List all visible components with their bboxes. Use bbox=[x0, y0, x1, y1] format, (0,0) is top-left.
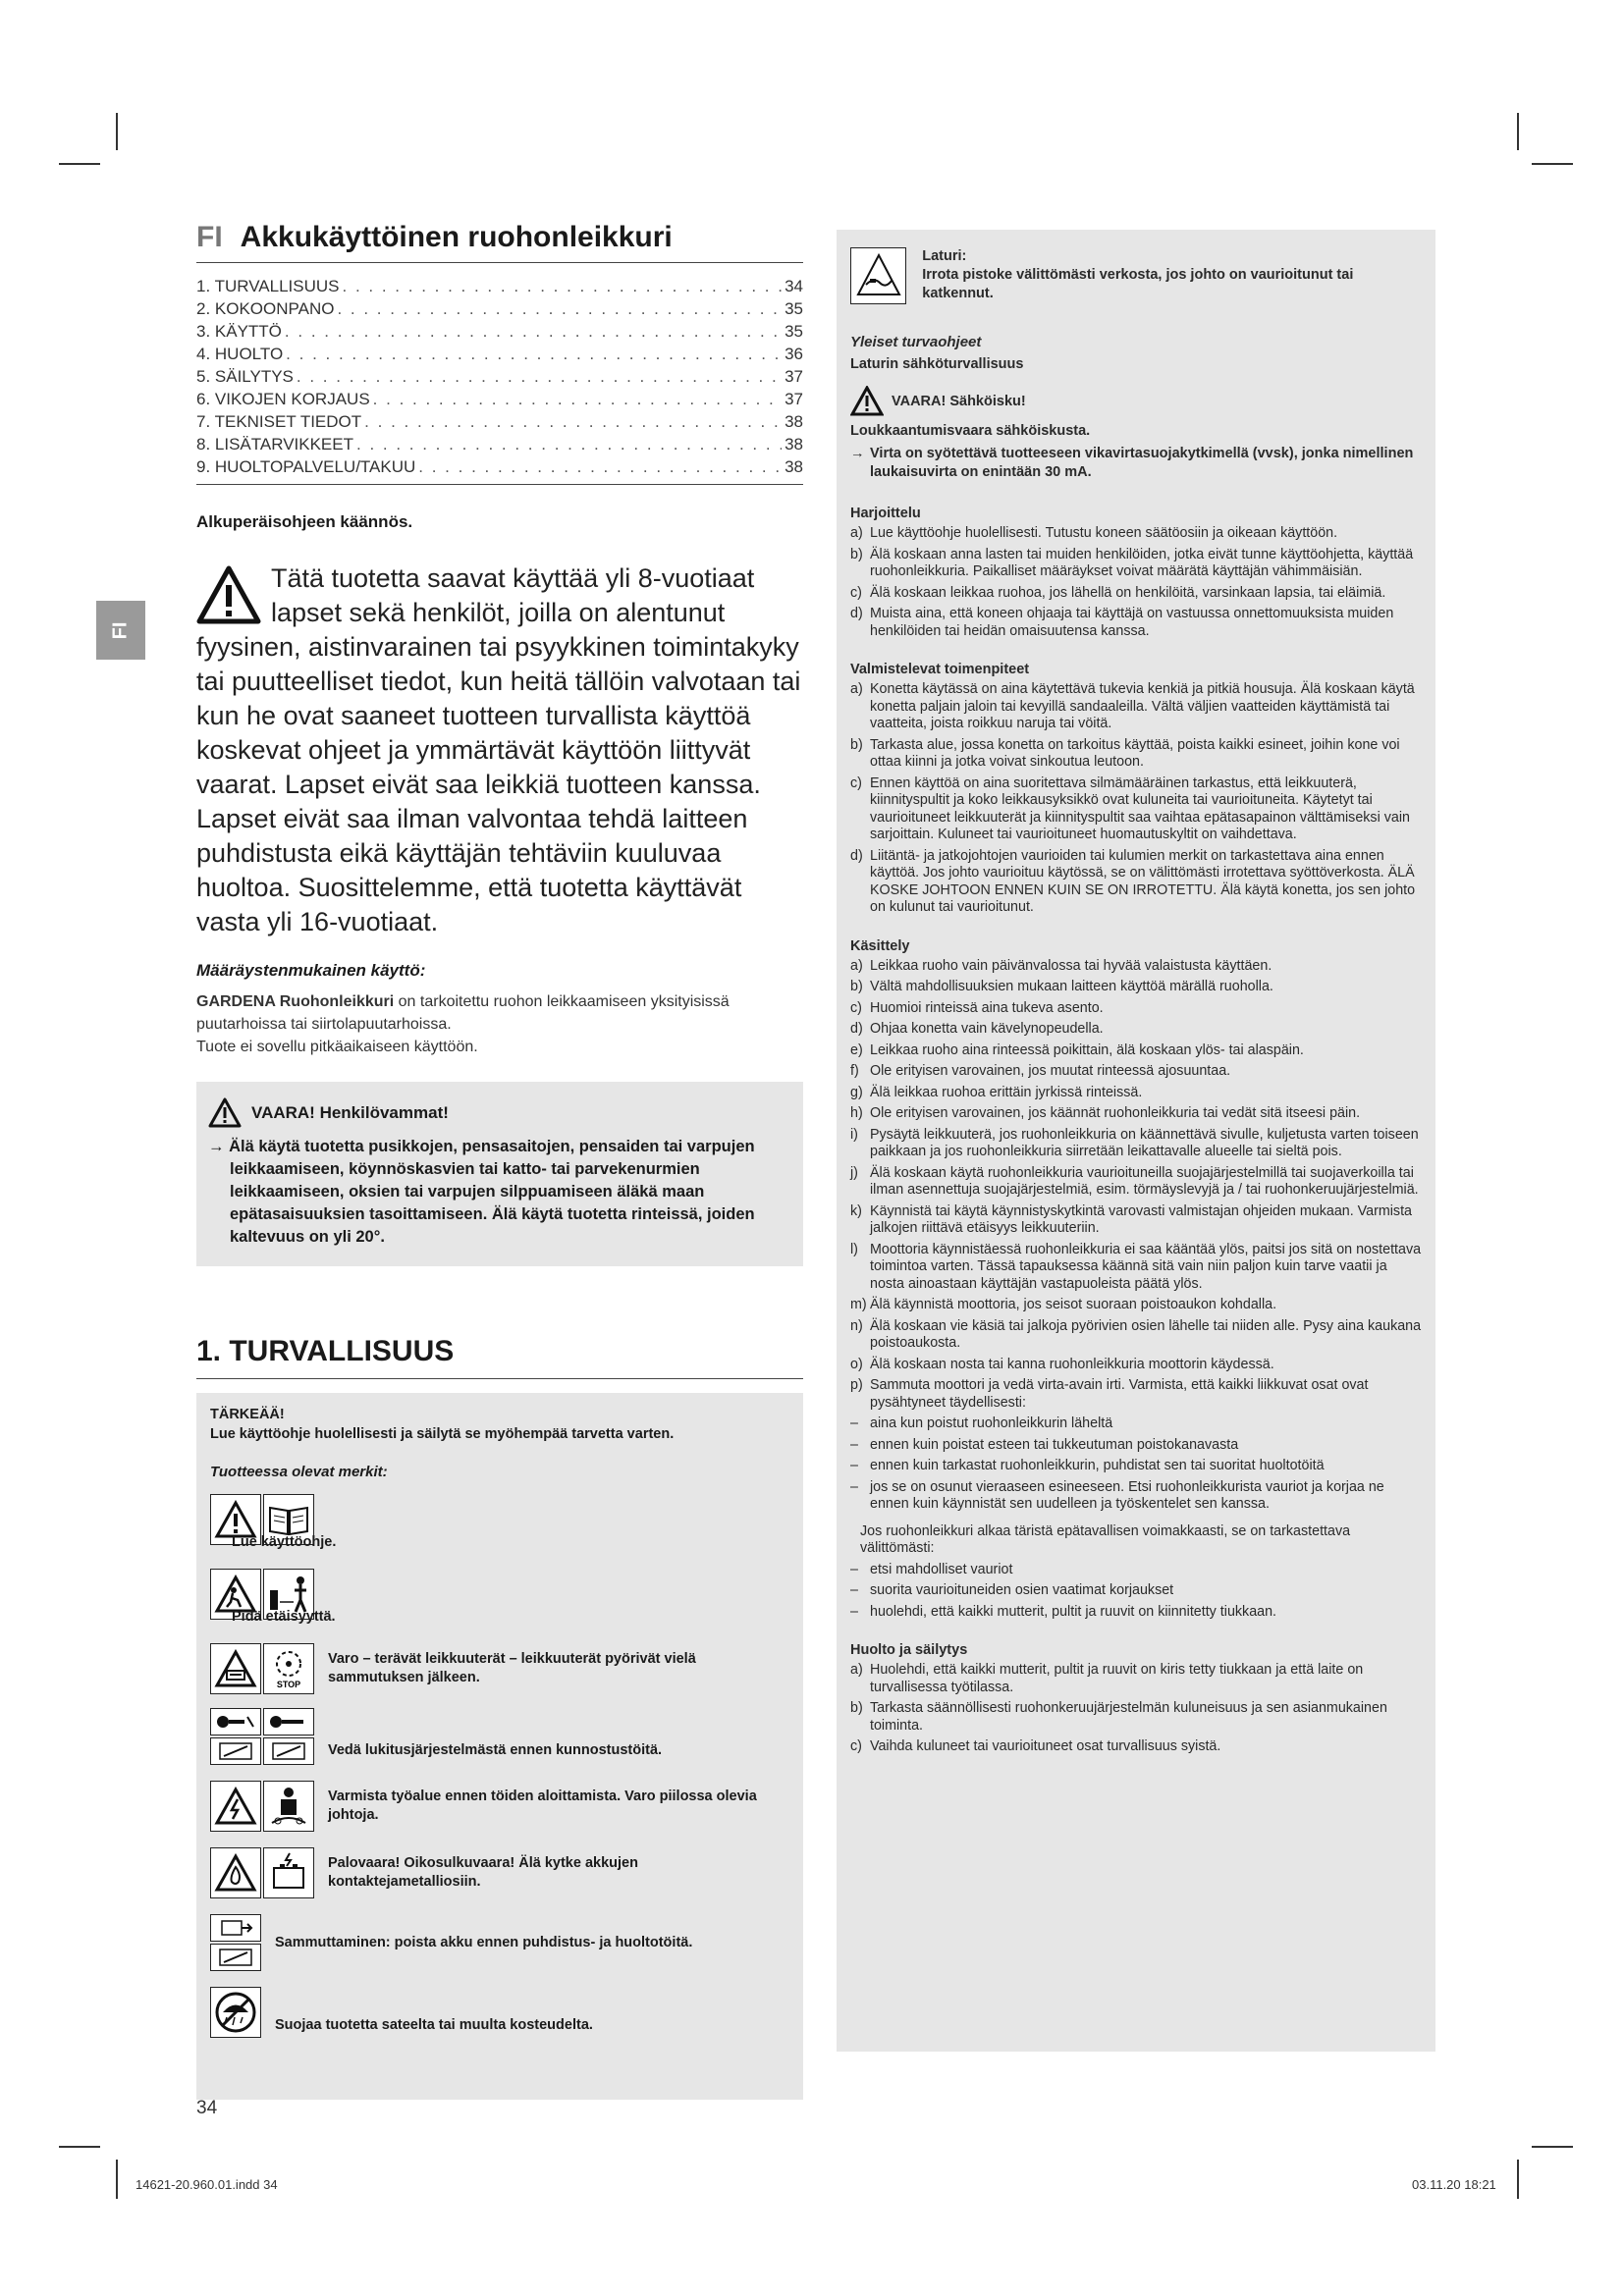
symbol-label: Suojaa tuotetta sateelta tai muulta kosteudelta. bbox=[275, 2016, 593, 2033]
list-item: c) Huomioi rinteissä aina tukeva asento. bbox=[850, 999, 1104, 1016]
crop-mark bbox=[59, 163, 100, 165]
list-item: e) Leikkaa ruoho aina rinteessä poikittain, älä koskaan ylös- tai alaspäin. bbox=[850, 1041, 1304, 1058]
list-item: b) Älä koskaan anna lasten tai muiden henkilöiden, jotka eivät tunne käyttöohjetta, käyttää ruohonleikkuria. Paikalliset määräykset voivat määrätä käyttäjän vähimmäisiän. bbox=[850, 546, 1414, 579]
crop-mark bbox=[59, 2146, 100, 2148]
list-item: d) Liitäntä- ja jatkojohtojen vaurioiden tai kulumien merkit on tarkastettava aina ennen käyttöä. Jos johto vaurioituu käytössä, se on välittömästi irrotettava syöttöverkosta. ÄLÄ KOSKE JOHTOON ENNEN KUIN SE ON IRROTETTU. Älä käytä konetta, jos sen johto on kulunut tai vaurioitunut. bbox=[850, 847, 1416, 915]
toc-entry[interactable]: 3. KÄYTTÖ . . . 35 bbox=[196, 322, 803, 345]
symbol-row bbox=[210, 1643, 791, 1694]
prep-list bbox=[850, 681, 1422, 917]
symbol-row bbox=[210, 1914, 791, 1971]
symbol-row bbox=[210, 1569, 791, 1625]
danger-text: → Älä käytä tuotetta pusikkojen, pensasaitojen, pensaiden tai varpujen leikkaamiseen, köynnöskasvien tai katto- tai parvekenurmien leikkaamiseen, oksien tai varpujen silppuamiseen äläkä maan epätasaisuuksien tasoittamiseen. Älä käytä tuotetta rinteissä, joiden kaltevuus on yli 20°. bbox=[208, 1138, 755, 1246]
footer-timestamp: 03.11.20 18:21 bbox=[1412, 2177, 1496, 2192]
important-text: Lue käyttöohje huolellisesti ja säilytä se myöhempää tarvetta varten. bbox=[210, 1426, 675, 1442]
list-item: c) Vaihda kuluneet tai vaurioituneet osat turvallisuus syistä. bbox=[850, 1738, 1221, 1754]
warning-triangle-icon bbox=[196, 565, 261, 624]
symbol-label: Pidä etäisyyttä. bbox=[232, 1609, 336, 1625]
shock-warning: VAARA! Sähköisku! bbox=[850, 386, 1422, 416]
warning-triangle-icon bbox=[850, 386, 884, 416]
list-item: a) Lue käyttöohje huolellisesti. Tutustu koneen säätöosiin ja oikeaan käyttöön. bbox=[850, 525, 1338, 541]
title-text: Akkukäyttöinen ruohonleikkuri bbox=[240, 221, 673, 253]
warning-triangle-icon bbox=[208, 1097, 242, 1128]
maintenance-list bbox=[850, 1662, 1422, 1756]
crop-mark bbox=[116, 113, 118, 150]
original-translation-note: Alkuperäisohjeen käännös. bbox=[196, 512, 413, 531]
key-removal-icon bbox=[210, 1708, 261, 1735]
crop-mark bbox=[1532, 2146, 1573, 2148]
toc-entry[interactable]: 9. HUOLTOPALVELU/TAKUU . . . 38 bbox=[196, 457, 803, 480]
handling-list bbox=[850, 958, 1422, 1514]
intended-use-text: GARDENA Ruohonleikkuri on tarkoitettu ruohon leikkaamiseen yksityisissä puutarhoissa tai siirtolapuutarhoissa. Tuote ei sovellu pitkäaikaiseen käyttöön. bbox=[196, 993, 730, 1055]
list-item: b) Tarkasta alue, jossa konetta on tarkoitus käyttää, poista kaikki esineet, joihin kone voi ottaa kiinni ja jotka voivat sinkoutua leutoon. bbox=[850, 736, 1400, 770]
symbol-row bbox=[210, 1847, 791, 1898]
crop-mark bbox=[1532, 163, 1573, 165]
battery-short-circuit-icon bbox=[263, 1847, 314, 1898]
vibration-text: Jos ruohonleikkuri alkaa täristä epätavallisen voimakkaasti, se on tarkastettava välittömästi: bbox=[860, 1522, 1351, 1556]
hidden-cables-icon bbox=[263, 1781, 314, 1832]
safety-symbols-box bbox=[196, 1393, 803, 2100]
list-item: b) Vältä mahdollisuuksien mukaan laitteen käyttöä märällä ruoholla. bbox=[850, 979, 1273, 994]
list-item: c) Ennen käyttöä on aina suoritettava silmämääräinen tarkastus, että leikkuuterä, kiinnityspultit ja koko leikkausyksikkö ovat kuluneita tai vaurioituneita. Käytetyt tai vaurioituneet leikkuuterät ja kiinnityspultit saa vaihtaa epätasapainon välttämiseksi vain sarjoittain. Kuluneet tai vaurioituneet huomautuskyltit on vaihdettava. bbox=[850, 774, 1410, 842]
list-item: i) Pysäytä leikkuuterä, jos ruohonleikkuria on käännettävä sivulle, kuljetusta varten toiseen paikkaan ja jos ruohonleikkuria siirretään leikattavalle alueelle tai sieltä pois. bbox=[850, 1126, 1419, 1159]
no-rain-icon bbox=[210, 1987, 261, 2038]
language-side-tab: FI bbox=[96, 601, 145, 660]
vibration-list bbox=[850, 1562, 1422, 1622]
remove-battery-icon bbox=[210, 1914, 261, 1942]
maintenance-heading: Huolto ja säilytys bbox=[850, 1642, 968, 1658]
page-title bbox=[196, 221, 803, 263]
blade-warning-icon bbox=[210, 1643, 261, 1694]
list-item: – ennen kuin tarkastat ruohonleikkurin, puhdistat sen tai suoritat huoltotöitä bbox=[850, 1458, 1325, 1473]
list-item: – etsi mahdolliset vauriot bbox=[850, 1561, 1013, 1577]
list-item: c) Älä koskaan leikkaa ruohoa, jos lähellä on henkilöitä, varsinkaan lapsia, tai eläimiä. bbox=[850, 584, 1386, 601]
list-item: – ennen kuin poistat esteen tai tukkeutuman poistokanavasta bbox=[850, 1436, 1239, 1453]
page-number: 34 bbox=[196, 2098, 218, 2118]
important-title: TÄRKEÄÄ! bbox=[210, 1407, 285, 1422]
key-icon bbox=[263, 1708, 314, 1735]
toc-entry[interactable]: 5. SÄILYTYS . . . 37 bbox=[196, 367, 803, 390]
maintenance-tool-icon bbox=[210, 1737, 261, 1765]
symbol-row bbox=[210, 1987, 791, 2038]
intended-use-heading: Määräystenmukainen käyttö: bbox=[196, 961, 426, 980]
right-column bbox=[837, 230, 1435, 2052]
charger-title: Laturi: bbox=[922, 248, 967, 264]
symbol-row bbox=[210, 1494, 791, 1550]
symbol-label: Sammuttaminen: poista akku ennen puhdistus- ja huoltotöitä. bbox=[275, 1934, 693, 1950]
list-item: l) Moottoria käynnistäessä ruohonleikkuria ei saa kääntää ylös, paitsi jos sitä on nostettava toimintoa varten. Tässä tapauksessa käännä sitä vain niin paljon kuin tarve vaatii ja nosta ainoastaan käyttäjän vastapuoleista päätä ylös. bbox=[850, 1241, 1422, 1292]
handling-heading: Käsittely bbox=[850, 937, 910, 954]
maintenance-tool-icon bbox=[263, 1737, 314, 1765]
list-item: m) Älä käynnistä moottoria, jos seisot suoraan poistoaukon kohdalla. bbox=[850, 1297, 1277, 1312]
list-item: a) Huolehdi, että kaikki mutterit, pultit ja ruuvit on kiris tetty tiukkaan ja että laite on turvallisessa työtilassa. bbox=[850, 1662, 1364, 1695]
symbol-label: Palovaara! Oikosulkuvaara! Älä kytke akkujen kontaktejametalliosiin. bbox=[328, 1855, 638, 1890]
shock-risk: Loukkaantumisvaara sähköiskusta. bbox=[850, 423, 1091, 439]
symbol-row bbox=[210, 1781, 791, 1832]
list-item: f) Ole erityisen varovainen, jos muutat rinteessä ajosuuntaa. bbox=[850, 1063, 1231, 1079]
list-item: j) Älä koskaan käytä ruohonleikkuria vaurioituneilla suojajärjestelmillä tai suojaverkoilla tai ilman asennettuja suojajärjestelmiä, esim. törmäyslevyjä ja / tai ruohonkeruujärjestelmiä. bbox=[850, 1164, 1419, 1198]
general-safety-heading: Yleiset turvaohjeet bbox=[850, 334, 982, 350]
toc-entry[interactable]: 4. HUOLTO . . . 36 bbox=[196, 345, 803, 367]
section-heading: 1. TURVALLISUUS bbox=[196, 1335, 803, 1379]
list-item: – huolehdi, että kaikki mutterit, pultit ja ruuvit on kiinnitetty tiukkaan. bbox=[850, 1603, 1277, 1620]
stop-label: STOP bbox=[276, 1680, 301, 1689]
shock-instruction: → Virta on syötettävä tuotteeseen vikavirtasuojakytkimellä (vvsk), jonka nimellinen laukaisuvirta on enintään 30 mA. bbox=[850, 446, 1414, 480]
practice-list bbox=[850, 525, 1422, 640]
list-item: p) Sammuta moottori ja vedä virta-avain irti. Varmista, että kaikki liikkuvat osat ovat pysähtyneet täydellisesti: bbox=[850, 1377, 1369, 1411]
charger-text: Irrota pistoke välittömästi verkosta, jos johto on vaurioitunut tai katkennut. bbox=[922, 267, 1354, 301]
list-item: g) Älä leikkaa ruohoa erittäin jyrkissä rinteissä. bbox=[850, 1084, 1143, 1100]
toc-entry[interactable]: 7. TEKNISET TIEDOT . . . 38 bbox=[196, 412, 803, 435]
symbol-label: Varmista työalue ennen töiden aloittamista. Varo piilossa olevia johtoja. bbox=[328, 1789, 757, 1823]
crop-mark bbox=[116, 2160, 118, 2199]
toc-entry[interactable]: 6. VIKOJEN KORJAUS . . . 37 bbox=[196, 390, 803, 412]
language-code: FI bbox=[196, 221, 223, 253]
symbols-heading: Tuotteessa olevat merkit: bbox=[210, 1464, 388, 1480]
maintenance-tool-icon bbox=[210, 1944, 261, 1971]
list-item: – aina kun poistut ruohonleikkurin läheltä bbox=[850, 1415, 1113, 1431]
danger-box bbox=[196, 1082, 803, 1266]
toc-entry[interactable]: 1. TURVALLISUUS . . . 34 bbox=[196, 277, 803, 299]
crop-mark bbox=[1517, 2160, 1519, 2199]
symbol-row bbox=[210, 1708, 791, 1765]
table-of-contents bbox=[196, 277, 803, 485]
list-item: h) Ole erityisen varovainen, jos käännät ruohonleikkuria tai vedät sitä itseesi päin. bbox=[850, 1105, 1361, 1121]
charger-safety-heading: Laturin sähköturvallisuus bbox=[850, 356, 1024, 372]
toc-entry[interactable]: 2. KOKOONPANO . . . 35 bbox=[196, 299, 803, 322]
symbol-label: Vedä lukitusjärjestelmästä ennen kunnostustöitä. bbox=[328, 1741, 663, 1758]
list-item: a) Leikkaa ruoho vain päivänvalossa tai hyvää valaistusta käyttäen. bbox=[850, 957, 1272, 974]
list-item: k) Käynnistä tai käytä käynnistyskytkintä varovasti valmistajan ohjeiden mukaan. Varmista jalkojen riittävä etäisyys leikkuuteriin. bbox=[850, 1202, 1413, 1236]
left-column bbox=[196, 221, 803, 2100]
charger-cable-icon bbox=[850, 247, 906, 304]
list-item: a) Konetta käytässä on aina käytettävä tukevia kenkiä ja pitkiä housuja. Älä koskaan käytä konetta paljain jaloin tai kevyillä sandaaleilla. Vältä väljien vaatteiden käyttämistä tai vaatteita, joista roikkuu naruja tai vöitä. bbox=[850, 681, 1415, 731]
electric-shock-warning-icon bbox=[210, 1781, 261, 1832]
list-item: d) Muista aina, että koneen ohjaaja tai käyttäjä on vastuussa onnettomuuksista muiden henkilöiden tai heidän omaisuutensa kanssa. bbox=[850, 606, 1394, 639]
practice-heading: Harjoittelu bbox=[850, 506, 921, 521]
symbol-label: Varo – terävät leikkuuterät – leikkuuterät pyörivät vielä sammutuksen jälkeen. bbox=[328, 1651, 696, 1685]
age-warning: Tätä tuotetta saavat käyttää yli 8-vuotiaat lapset sekä henkilöt, joilla on alentunut fyysinen, aistinvarainen tai psyykkinen toimintakyky tai puutteelliset tiedot, kun heitä tällöin valvotaan tai kun he ovat saaneet tuotteen turvallista käyttöä koskevat ohjeet ja ymmärtävät käyttöön liittyvät vaarat. Lapset eivät saa leikkiä tuotteen kanssa. Lapset eivät saa ilman valvontaa tehdä laitteen puhdistusta eikä käyttäjän tehtäviin kuuluvaa huoltoa. Suosittelemme, että tuotetta käyttävät vasta yli 16-vuotiaat. bbox=[196, 563, 801, 936]
list-item: b) Tarkasta säännöllisesti ruohonkeruujärjestelmän kuluneisuus ja sen asianmukainen toiminta. bbox=[850, 1700, 1387, 1734]
list-item: o) Älä koskaan nosta tai kanna ruohonleikkuria moottorin käydessä. bbox=[850, 1356, 1274, 1372]
list-item: d) Ohjaa konetta vain kävelynopeudella. bbox=[850, 1021, 1104, 1037]
rotating-blade-stop-icon bbox=[263, 1643, 314, 1694]
list-item: n) Älä koskaan vie käsiä tai jalkoja pyörivien osien lähelle tai niiden alle. Pysy aina kaukana poistoaukosta. bbox=[850, 1317, 1422, 1351]
fire-warning-icon bbox=[210, 1847, 261, 1898]
footer-file-info: 14621-20.960.01.indd 34 bbox=[135, 2177, 278, 2192]
crop-mark bbox=[1517, 113, 1519, 150]
charger-notice bbox=[850, 247, 1422, 304]
list-item: – jos se on osunut vieraaseen esineeseen. Etsi ruohonleikkurista vauriot ja korjaa ne ennen kuin käynnistät sen uudelleen ja työskentelet sen kanssa. bbox=[850, 1478, 1384, 1512]
list-item: – suorita vaurioituneiden osien vaatimat korjaukset bbox=[850, 1582, 1174, 1598]
symbol-label: Lue käyttöohje. bbox=[232, 1534, 337, 1550]
danger-heading: VAARA! Henkilövammat! bbox=[251, 1102, 449, 1122]
prep-heading: Valmistelevat toimenpiteet bbox=[850, 662, 1030, 677]
toc-entry[interactable]: 8. LISÄTARVIKKEET . . . 38 bbox=[196, 435, 803, 457]
